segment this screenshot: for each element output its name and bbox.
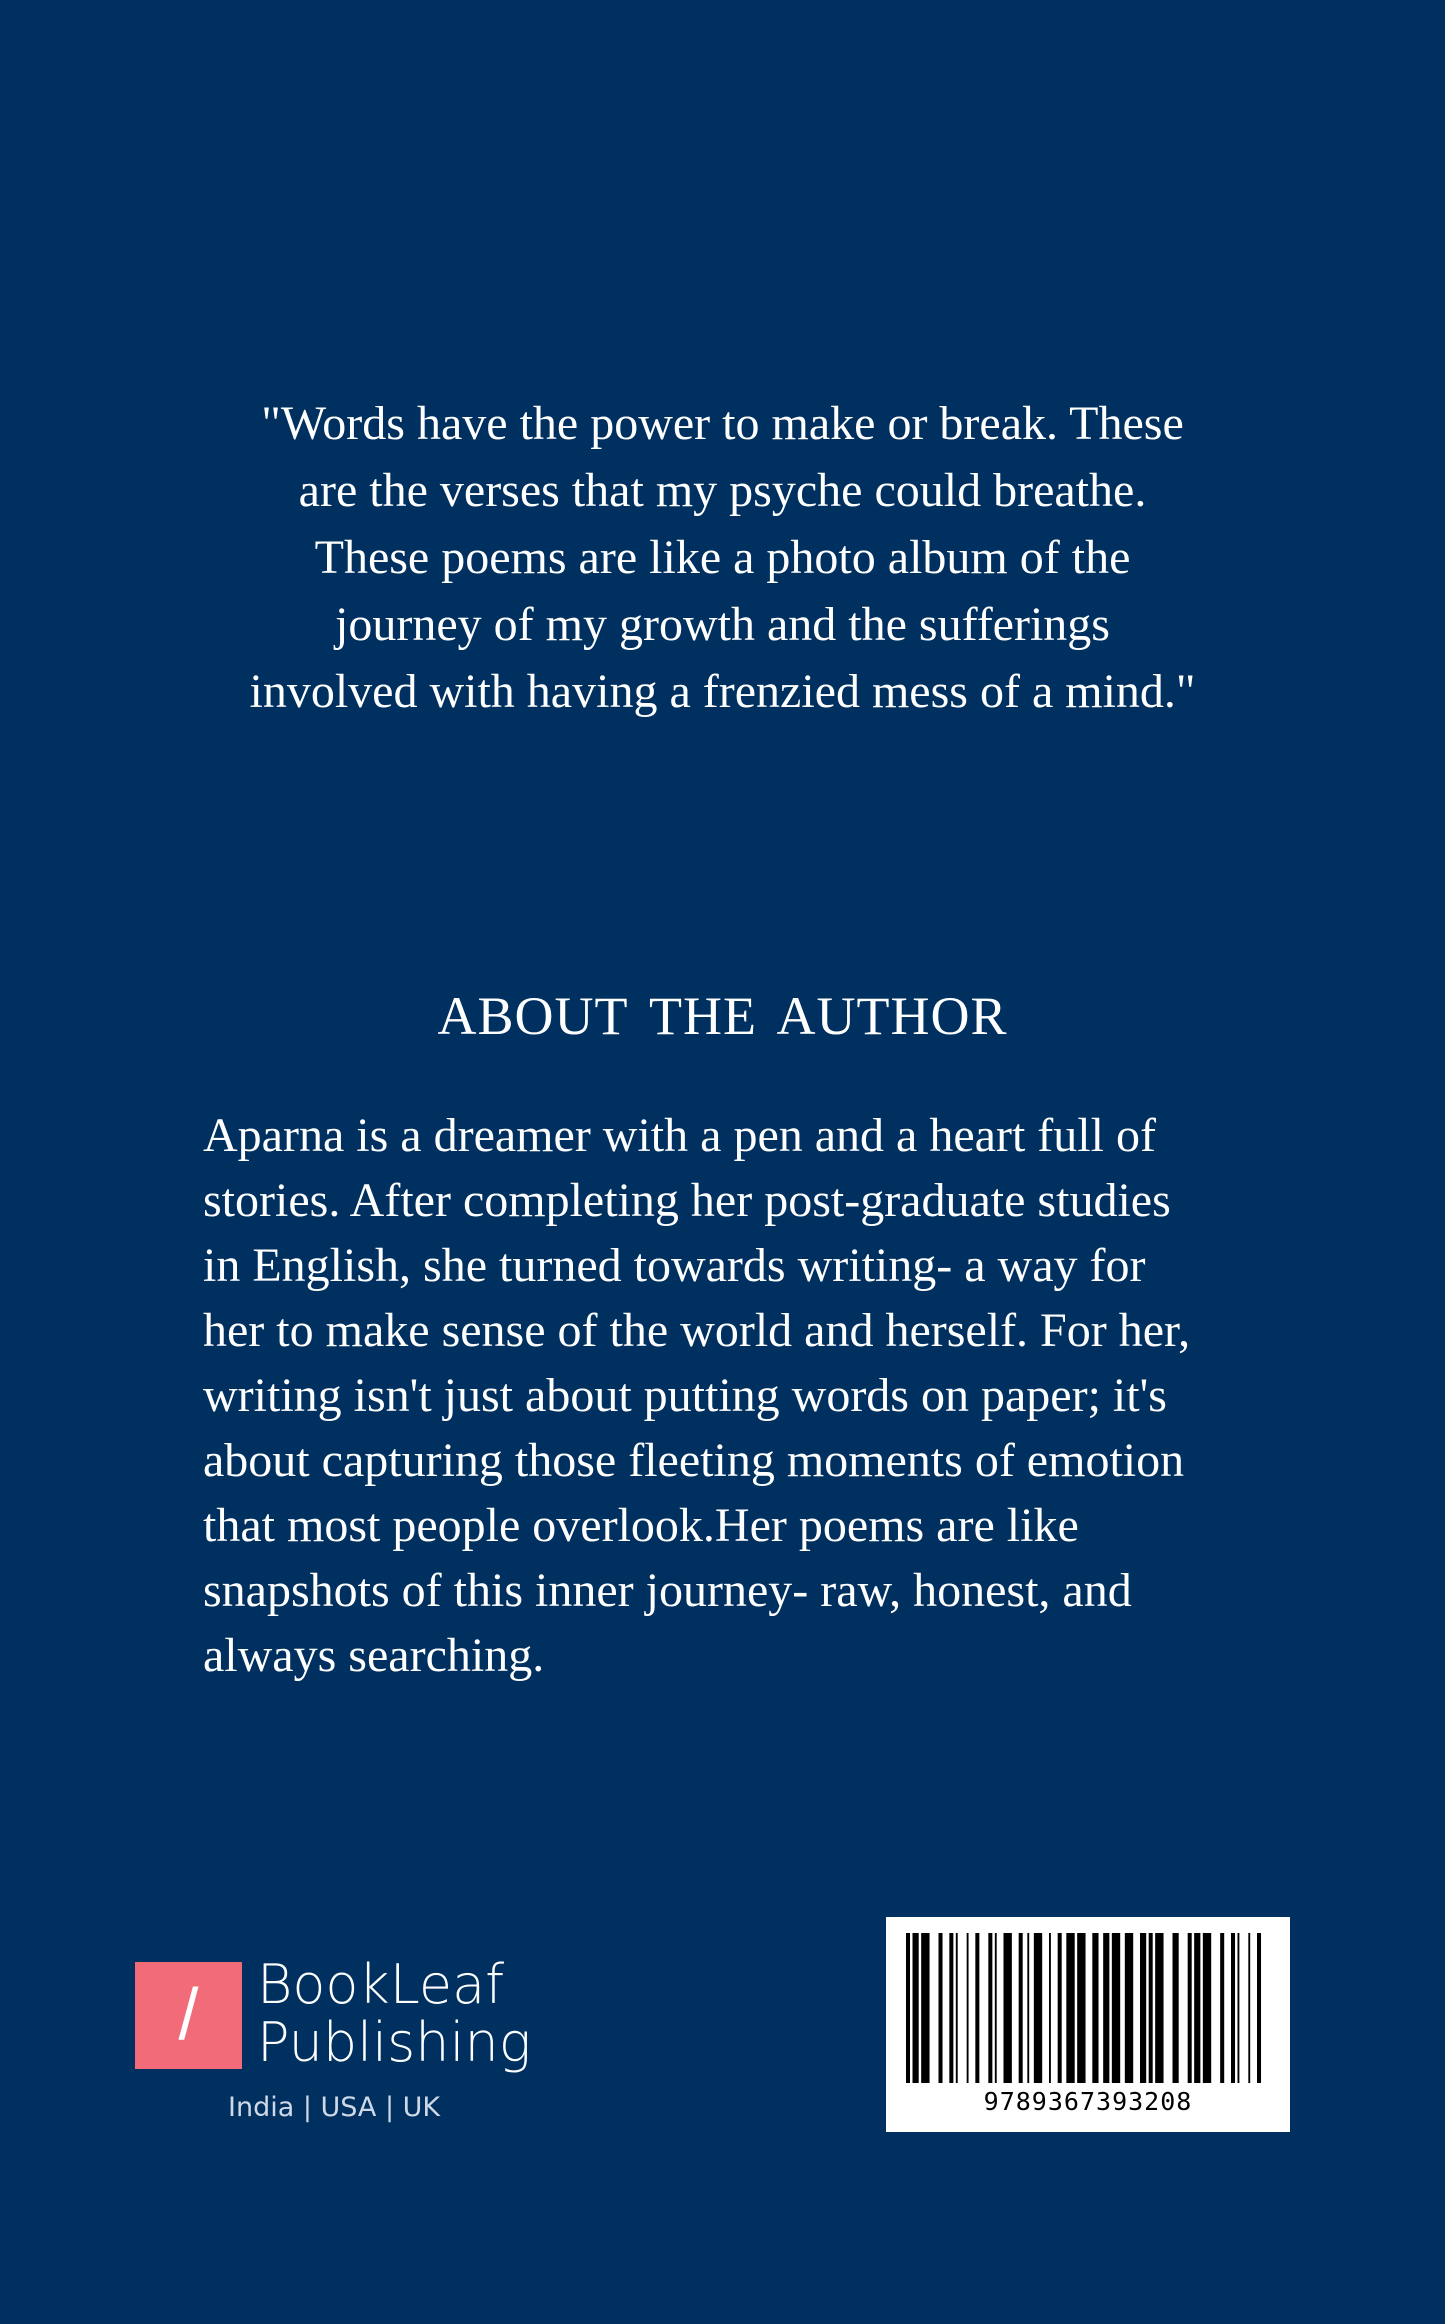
bio-line: her to make sense of the world and herself. For her, <box>203 1304 1191 1357</box>
bio-line: snapshots of this inner journey- raw, honest, and <box>203 1564 1132 1617</box>
barcode-bar <box>939 1933 943 2083</box>
bio-line: always searching. <box>203 1629 545 1682</box>
barcode-bar <box>1004 1933 1012 2083</box>
barcode-bar <box>1112 1933 1120 2083</box>
barcode-bar <box>1149 1933 1153 2083</box>
barcode-icon <box>906 1933 1270 2083</box>
barcode-bar <box>949 1933 953 2083</box>
barcode-bar <box>1203 1933 1211 2083</box>
barcode-bar <box>1257 1933 1261 2083</box>
barcode-bar <box>1066 1933 1074 2083</box>
barcode-bar <box>1231 1933 1235 2083</box>
barcode-bar <box>921 1933 929 2083</box>
barcode-bar <box>1194 1933 1200 2083</box>
bio-line: that most people overlook.Her poems are like <box>203 1499 1079 1552</box>
bio-line: writing isn't just about putting words on paper; it's <box>203 1369 1167 1422</box>
about-author-heading: ABOUT THE AUTHOR <box>437 986 1008 1046</box>
isbn-number: 9789367393208 <box>983 2087 1193 2116</box>
barcode-bar <box>1173 1933 1179 2083</box>
barcode-bar <box>913 1933 919 2083</box>
barcode-bar <box>995 1933 997 2083</box>
barcode-bar <box>1125 1933 1133 2083</box>
publisher-name-line2: Publishing <box>257 2011 532 2074</box>
quote-line: "Words have the power to make or break. These <box>261 397 1184 450</box>
barcode-bar <box>1092 1933 1098 2083</box>
barcode-bar <box>1049 1933 1051 2083</box>
barcode-bar <box>1248 1933 1250 2083</box>
publisher-name-line1: BookLeaf <box>257 1953 505 2016</box>
barcode-bar <box>1058 1933 1062 2083</box>
book-blurb-quote <box>150 390 1295 725</box>
quote-line: journey of my growth and the sufferings <box>335 598 1110 651</box>
barcode-bar <box>1188 1933 1192 2083</box>
barcode-bar <box>1155 1933 1163 2083</box>
barcode-bar <box>1103 1933 1109 2083</box>
barcode-bar <box>988 1933 992 2083</box>
barcode-bar <box>967 1933 969 2083</box>
bio-line: Aparna is a dreamer with a pen and a heart full of <box>203 1109 1156 1162</box>
bio-line: stories. After completing her post-graduate studies <box>203 1174 1171 1227</box>
bio-line: about capturing those fleeting moments of emotion <box>203 1434 1185 1487</box>
quote-line: involved with having a frenzied mess of a mind." <box>249 665 1196 718</box>
barcode-bar <box>1027 1933 1029 2083</box>
publisher-name <box>257 1953 532 2074</box>
bio-line: in English, she turned towards writing- a way for <box>203 1239 1146 1292</box>
author-bio <box>203 1103 1263 1688</box>
barcode-bar <box>1019 1933 1023 2083</box>
isbn-barcode <box>886 1917 1290 2132</box>
barcode-bar <box>956 1933 958 2083</box>
quote-line: are the verses that my psyche could breathe. <box>298 464 1147 517</box>
barcode-bar <box>1034 1933 1042 2083</box>
barcode-bar <box>1238 1933 1240 2083</box>
barcode-bar <box>906 1933 910 2083</box>
quote-line: These poems are like a photo album of the <box>314 531 1131 584</box>
logo-slash-icon: / <box>178 1975 199 2055</box>
barcode-bar <box>975 1933 979 2083</box>
barcode-bar <box>1140 1933 1146 2083</box>
publisher-regions: India | USA | UK <box>228 2092 441 2123</box>
barcode-bar <box>1220 1933 1224 2083</box>
barcode-bar <box>1077 1933 1085 2083</box>
